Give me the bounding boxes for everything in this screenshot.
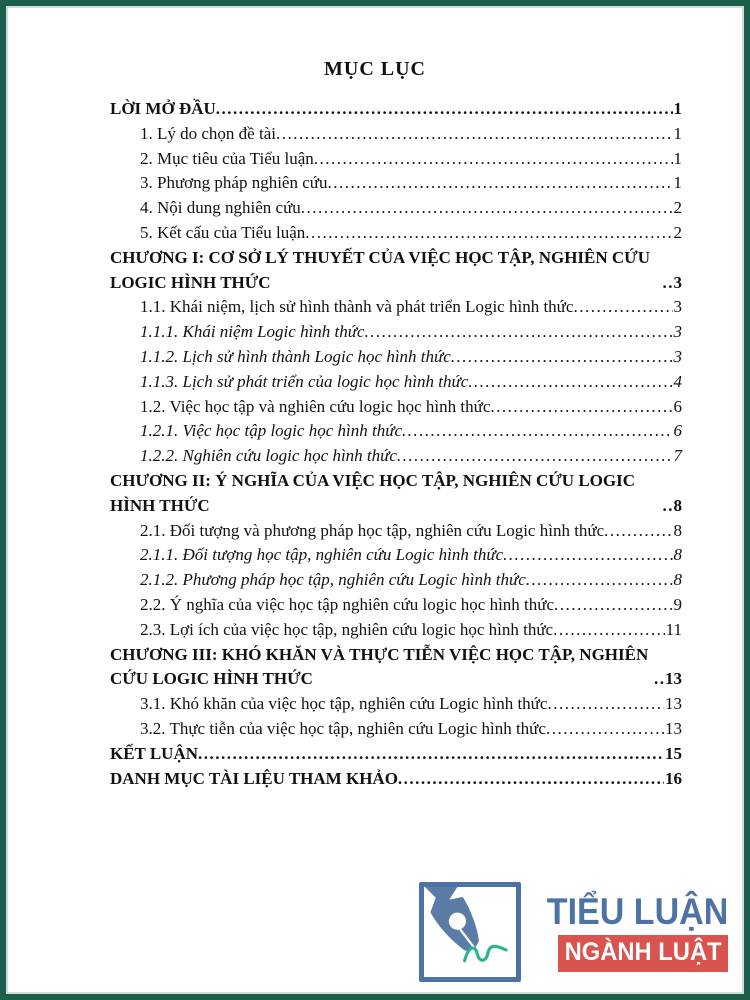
toc-entry-label: 2.1.2. Phương pháp học tập, nghiên cứu Logic hình thức <box>140 570 526 590</box>
dot-leader <box>547 692 664 717</box>
page-number: 13 <box>665 718 682 738</box>
dot-leader <box>526 568 673 593</box>
page-number: 1 <box>673 123 682 143</box>
page-number: 1 <box>673 99 682 118</box>
toc-entry <box>140 593 682 618</box>
dot-leader <box>314 147 673 172</box>
toc-entry-label: 1.2. Việc học tập và nghiên cứu logic học hình thức <box>140 396 491 416</box>
toc-entry <box>140 543 682 568</box>
dot-leader <box>216 97 673 122</box>
dot-leader <box>503 543 672 568</box>
toc-entry <box>140 419 682 444</box>
page-number: 16 <box>665 768 682 788</box>
toc-entry-label: 3.2. Thực tiễn của việc học tập, nghiên cứu Logic hình thức <box>140 718 546 738</box>
page-number: 8 <box>673 495 682 515</box>
toc-entry-label: 2.1. Đối tượng và phương pháp học tập, nghiên cứu Logic hình thức <box>140 520 605 540</box>
toc-entry-label: CHƯƠNG III: KHÓ KHĂN VÀ THỰC TIỄN VIỆC HỌC TẬP, NGHIÊN CỨU LOGIC HÌNH THỨC <box>110 644 649 689</box>
toc-entry <box>140 320 682 345</box>
toc-entry <box>140 221 682 246</box>
toc-entry-label: 2.2. Ý nghĩa của việc học tập nghiên cứu logic học hình thức <box>140 594 555 614</box>
toc-entry <box>110 469 682 519</box>
toc-entry <box>110 246 682 296</box>
toc-entry <box>140 618 682 643</box>
toc-entry-label: 2.1.1. Đối tượng học tập, nghiên cứu Logic hình thức <box>140 545 504 565</box>
page-number: 13 <box>665 694 682 714</box>
toc-entry-label: LỜI MỞ ĐẦU <box>110 99 216 118</box>
toc-entry-label: 1.2.2. Nghiên cứu logic học hình thức <box>140 446 397 466</box>
toc-entry-label: 3.1. Khó khăn của việc học tập, nghiên cứu Logic hình thức <box>140 694 548 714</box>
page-number: 8 <box>673 520 682 540</box>
toc-entry <box>140 395 682 420</box>
toc-entry <box>140 345 682 370</box>
dot-leader <box>305 221 672 246</box>
toc-entry-label: 5. Kết cấu của Tiểu luận <box>140 222 306 242</box>
toc-entry-label: 1.1.3. Lịch sử phát triển của logic học hình thức <box>140 371 469 391</box>
dot-leader <box>198 742 664 767</box>
toc-entry <box>140 171 682 196</box>
page-number: 8 <box>673 570 682 590</box>
page-number: 1 <box>673 173 682 193</box>
dot-leader <box>490 395 672 420</box>
publisher-logo <box>419 882 728 982</box>
page-number: 4 <box>673 371 682 391</box>
toc-entry <box>140 147 682 172</box>
toc-entry <box>140 444 682 469</box>
toc-entry <box>110 97 682 122</box>
toc-entry <box>140 122 682 147</box>
toc-entry-label: KẾT LUẬN <box>110 743 199 763</box>
toc-entry-label: DANH MỤC TÀI LIỆU THAM KHẢO <box>110 768 398 788</box>
toc-entry-label: 1.2.1. Việc học tập logic học hình thức <box>140 421 403 441</box>
toc-entry-label: 1.1.2. Lịch sử hình thành Logic học hình thức <box>140 346 451 366</box>
page-number: 3 <box>673 322 682 342</box>
toc-entry-label: CHƯƠNG II: Ý NGHĨA CỦA VIỆC HỌC TẬP, NGHIÊN CỨU LOGIC HÌNH THỨC <box>110 470 636 515</box>
page-number: 2 <box>673 222 682 242</box>
toc-entry <box>110 643 682 693</box>
toc-entry <box>140 295 682 320</box>
dot-leader <box>451 345 673 370</box>
toc-entry-label: CHƯƠNG I: CƠ SỞ LÝ THUYẾT CỦA VIỆC HỌC TẬP, NGHIÊN CỨU LOGIC HÌNH THỨC <box>110 247 650 292</box>
toc-entry <box>140 692 682 717</box>
toc-entry <box>140 519 682 544</box>
dot-leader <box>654 667 664 692</box>
dot-leader <box>402 419 672 444</box>
dot-leader <box>397 444 673 469</box>
toc-entry <box>140 568 682 593</box>
page-number: 3 <box>673 297 682 317</box>
page-number: 11 <box>665 619 682 639</box>
toc-entry <box>110 742 682 767</box>
toc-entry-label: 1.1. Khái niệm, lịch sử hình thành và phát triển Logic hình thức <box>140 297 574 317</box>
page-number: 8 <box>673 545 682 565</box>
logo-title: TIỂU LUẬN <box>546 890 728 932</box>
toc-entry <box>140 370 682 395</box>
toc-entry <box>140 717 682 742</box>
logo-text-block <box>531 890 728 972</box>
pen-nib-icon <box>419 882 521 982</box>
dot-leader <box>398 767 664 792</box>
page-number: 2 <box>673 198 682 218</box>
toc-entry-label: 2.3. Lợi ích của việc học tập, nghiên cứu logic học hình thức <box>140 619 554 639</box>
dot-leader <box>546 717 664 742</box>
page-title: MỤC LỤC <box>324 58 426 80</box>
dot-leader <box>573 295 672 320</box>
dot-leader <box>663 271 673 296</box>
dot-leader <box>301 196 673 221</box>
toc-entry-label: 3. Phương pháp nghiên cứu <box>140 173 328 193</box>
dot-leader <box>365 320 673 345</box>
page-number: 6 <box>673 421 682 441</box>
page-number: 15 <box>665 743 682 763</box>
page-number: 9 <box>673 594 682 614</box>
page-number: 7 <box>673 446 682 466</box>
toc-entry-label: 1. Lý do chọn đề tài <box>140 123 276 143</box>
dot-leader <box>468 370 672 395</box>
page-number: 13 <box>665 669 682 689</box>
toc-entry <box>140 196 682 221</box>
dot-leader <box>553 618 665 643</box>
toc-entry <box>110 767 682 792</box>
dot-leader <box>327 171 672 196</box>
page-number: 3 <box>673 272 682 292</box>
toc-entry-label: 4. Nội dung nghiên cứu <box>140 198 301 218</box>
page-number: 3 <box>673 346 682 366</box>
dot-leader <box>604 519 672 544</box>
dot-leader <box>554 593 672 618</box>
page-number: 6 <box>673 396 682 416</box>
dot-leader <box>663 494 673 519</box>
table-of-contents <box>6 97 744 791</box>
toc-entry-label: 1.1.1. Khái niệm Logic hình thức <box>140 322 365 342</box>
toc-entry-label: 2. Mục tiêu của Tiểu luận <box>140 148 314 168</box>
page-number: 1 <box>673 148 682 168</box>
logo-badge: NGÀNH LUẬT <box>558 935 728 972</box>
dot-leader <box>276 122 673 147</box>
